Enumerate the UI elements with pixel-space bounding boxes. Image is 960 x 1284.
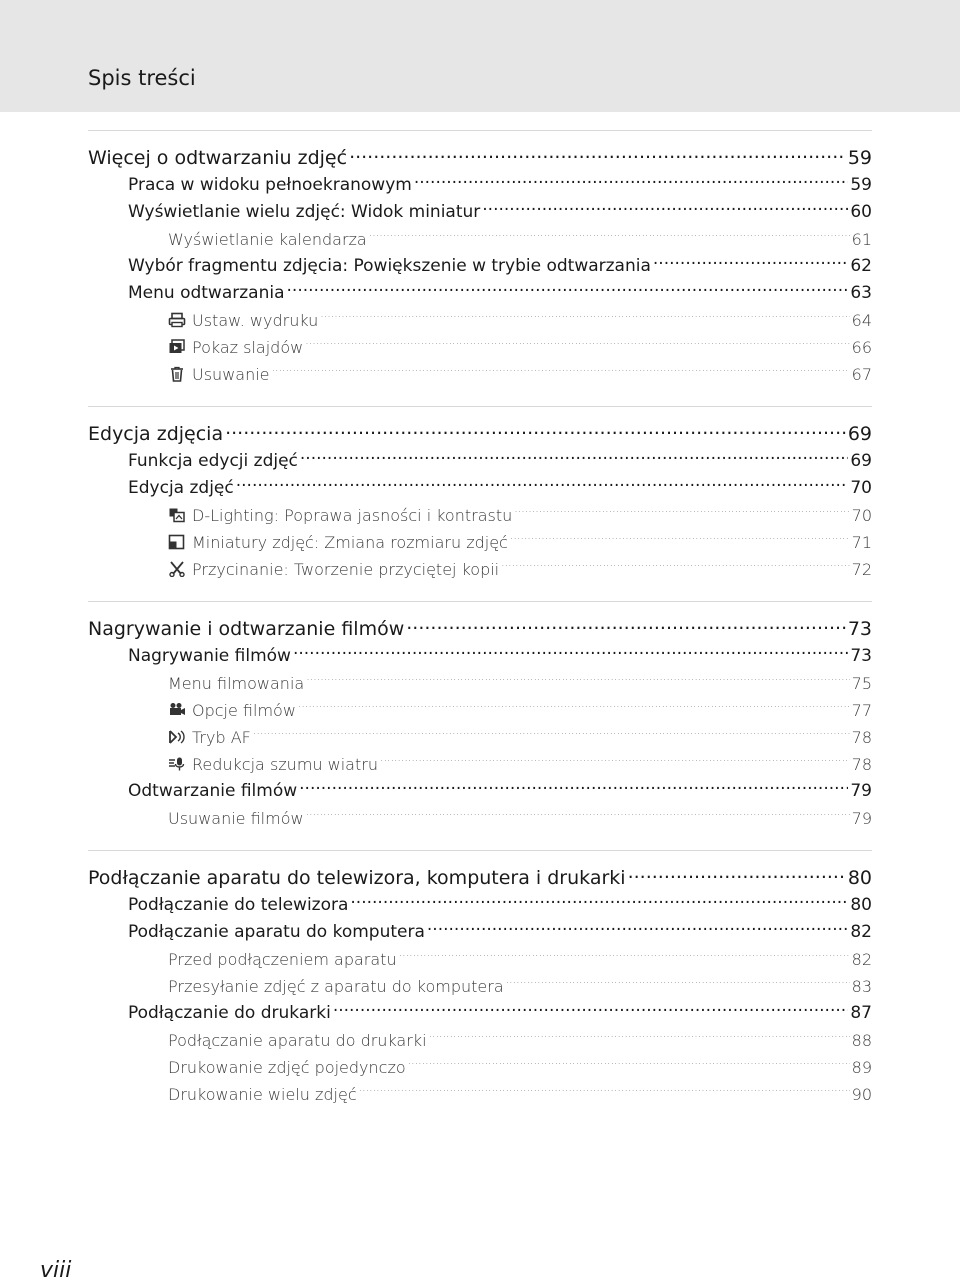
wind-noise-icon — [168, 756, 186, 772]
page-title: Spis treści — [88, 66, 196, 90]
dot-leader — [359, 1084, 850, 1100]
toc-entry-podlaczanie-do-telewizora[interactable] — [88, 892, 872, 919]
dot-leader — [225, 421, 846, 440]
entry-page-number: 69 — [850, 451, 872, 471]
entry-label — [168, 502, 512, 529]
entry-text: Więcej o odtwarzaniu zdjęć — [88, 147, 348, 169]
entry-page-number: 60 — [850, 202, 872, 222]
table-of-contents — [88, 130, 872, 1126]
entry-label — [168, 556, 499, 583]
toc-entry-menu-odtwarzania[interactable] — [88, 280, 872, 307]
dot-leader — [429, 1030, 850, 1046]
entry-label — [128, 778, 297, 805]
toc-entry-tryb-af[interactable] — [88, 724, 872, 751]
dot-leader — [298, 700, 850, 716]
entry-label — [88, 421, 223, 448]
entry-page-number: 89 — [851, 1058, 872, 1077]
entry-page-number: 77 — [851, 701, 872, 720]
d-lighting-icon — [168, 507, 186, 523]
entry-label — [168, 226, 367, 253]
dot-leader — [299, 779, 848, 796]
entry-label — [128, 280, 285, 307]
dot-leader — [510, 532, 850, 548]
entry-label — [88, 145, 347, 172]
toc-entry-usuwanie-filmow[interactable] — [88, 805, 872, 832]
toc-entry-drukowanie-zdjec-pojedynczo[interactable] — [88, 1054, 872, 1081]
entry-text: Podłączanie do drukarki — [128, 1003, 331, 1023]
entry-page-number: 66 — [851, 338, 872, 357]
small-picture-icon — [168, 534, 186, 550]
entry-text: Edycja zdjęcia — [88, 423, 224, 445]
entry-label — [128, 199, 480, 226]
entry-text: Przycinanie: Tworzenie przyciętej kopii — [192, 560, 500, 579]
toc-section — [88, 406, 872, 601]
toc-chapter-wiecej-o-odtwarzaniu-zdjec[interactable] — [88, 145, 872, 172]
entry-label — [128, 919, 425, 946]
entry-page-number: 70 — [850, 478, 872, 498]
entry-text: Usuwanie — [192, 365, 270, 384]
entry-page-number: 59 — [850, 175, 872, 195]
dot-leader — [349, 145, 846, 164]
slideshow-icon — [168, 339, 186, 355]
entry-text: Podłączanie aparatu do drukarki — [168, 1031, 427, 1050]
toc-entry-przycinanie-tworzenie-przycietej-kopii[interactable] — [88, 556, 872, 583]
dot-leader — [482, 200, 848, 217]
entry-text: Nagrywanie filmów — [128, 646, 291, 666]
entry-text: Wyświetlanie kalendarza — [168, 230, 367, 249]
entry-page-number: 88 — [851, 1031, 872, 1050]
toc-entry-podlaczanie-aparatu-do-komputera[interactable] — [88, 919, 872, 946]
entry-page-number: 59 — [847, 147, 872, 169]
entry-label — [168, 361, 270, 388]
entry-label — [168, 670, 304, 697]
entry-text: Drukowanie wielu zdjęć — [168, 1085, 357, 1104]
entry-text: Opcje filmów — [192, 701, 296, 720]
toc-chapter-edycja-zdjecia[interactable] — [88, 421, 872, 448]
trash-icon — [168, 366, 186, 382]
entry-page-number: 82 — [851, 950, 872, 969]
entry-text: Menu odtwarzania — [128, 283, 285, 303]
movie-icon — [168, 702, 186, 718]
dot-leader — [236, 476, 849, 493]
entry-page-number: 63 — [850, 283, 872, 303]
entry-label — [128, 892, 348, 919]
toc-entry-drukowanie-wielu-zdjec[interactable] — [88, 1081, 872, 1108]
entry-page-number: 90 — [851, 1085, 872, 1104]
toc-entry-nagrywanie-filmow[interactable] — [88, 643, 872, 670]
entry-label — [128, 1000, 331, 1027]
entry-page-number: 62 — [850, 256, 872, 276]
entry-text: Nagrywanie i odtwarzanie filmów — [88, 618, 405, 640]
toc-entry-miniatury-zdjec-zmiana-rozmiaru-zdjec[interactable] — [88, 529, 872, 556]
toc-entry-przesylanie-zdjec-z-aparatu-do-komputera[interactable] — [88, 973, 872, 1000]
entry-text: Praca w widoku pełnoekranowym — [128, 175, 412, 195]
toc-entry-wyswietlanie-kalendarza[interactable] — [88, 226, 872, 253]
entry-text: Przed podłączeniem aparatu — [168, 950, 397, 969]
print-icon — [168, 312, 186, 328]
toc-chapter-nagrywanie-i-odtwarzanie-filmow[interactable] — [88, 616, 872, 643]
toc-entry-edycja-zdjec[interactable] — [88, 475, 872, 502]
dot-leader — [306, 808, 850, 824]
toc-chapter-podlaczanie-aparatu-do-telewizora-komputera-i-drukarki[interactable] — [88, 865, 872, 892]
dot-leader — [293, 644, 848, 661]
entry-page-number: 78 — [851, 728, 872, 747]
entry-text: Usuwanie filmów — [168, 809, 304, 828]
entry-text: Wybór fragmentu zdjęcia: Powiększenie w trybie odtwarzania — [128, 256, 651, 276]
entry-label — [88, 616, 404, 643]
entry-text: Pokaz slajdów — [192, 338, 304, 357]
toc-entry-redukcja-szumu-wiatru[interactable] — [88, 751, 872, 778]
entry-text: Podłączanie aparatu do telewizora, komputera i drukarki — [88, 867, 626, 889]
entry-text: Podłączanie do telewizora — [128, 895, 349, 915]
toc-entry-menu-filmowania[interactable] — [88, 670, 872, 697]
dot-leader — [300, 449, 848, 466]
entry-text: Menu filmowania — [168, 674, 305, 693]
header-band — [0, 0, 960, 112]
entry-label — [168, 307, 318, 334]
toc-entry-wybor-fragmentu-zdjecia-powiekszenie-w-trybie-odtwarzania[interactable] — [88, 253, 872, 280]
entry-text: Ustaw. wydruku — [192, 311, 319, 330]
entry-page-number: 75 — [851, 674, 872, 693]
dot-leader — [427, 920, 848, 937]
dot-leader — [320, 310, 849, 326]
dot-leader — [406, 616, 846, 635]
entry-text: Miniatury zdjęć: Zmiana rozmiaru zdjęć — [192, 533, 508, 552]
entry-text: Przesyłanie zdjęć z aparatu do komputera — [168, 977, 504, 996]
entry-text: Drukowanie zdjęć pojedynczo — [168, 1058, 406, 1077]
toc-entry-praca-w-widoku-pelnoekranowym[interactable] — [88, 172, 872, 199]
entry-text: Edycja zdjęć — [128, 478, 234, 498]
entry-label — [88, 865, 626, 892]
toc-entry-d-lighting-poprawa-jasnosci-i-kontrastu[interactable] — [88, 502, 872, 529]
entry-page-number: 73 — [850, 646, 872, 666]
entry-text: D-Lighting: Poprawa jasności i kontrastu — [192, 506, 513, 525]
entry-page-number: 87 — [850, 1003, 872, 1023]
toc-section — [88, 850, 872, 1126]
entry-page-number: 61 — [851, 230, 872, 249]
dot-leader — [287, 281, 849, 298]
dot-leader — [369, 229, 850, 245]
entry-label — [128, 475, 234, 502]
toc-entry-podlaczanie-aparatu-do-drukarki[interactable] — [88, 1027, 872, 1054]
toc-entry-odtwarzanie-filmow[interactable] — [88, 778, 872, 805]
entry-label — [128, 253, 651, 280]
entry-page-number: 72 — [851, 560, 872, 579]
entry-label — [168, 946, 397, 973]
entry-label — [168, 973, 504, 1000]
dot-leader — [333, 1001, 849, 1018]
dot-leader — [506, 976, 850, 992]
page-number: viii — [40, 1258, 72, 1283]
toc-section — [88, 601, 872, 850]
dot-leader — [408, 1057, 850, 1073]
entry-text: Tryb AF — [192, 728, 251, 747]
dot-leader — [501, 559, 850, 575]
entry-label — [168, 1027, 427, 1054]
entry-label — [168, 751, 378, 778]
entry-page-number: 64 — [851, 311, 872, 330]
entry-page-number: 71 — [851, 533, 872, 552]
entry-page-number: 80 — [847, 867, 872, 889]
toc-entry-funkcja-edycji-zdjec[interactable] — [88, 448, 872, 475]
entry-page-number: 78 — [851, 755, 872, 774]
dot-leader — [514, 505, 849, 521]
dot-leader — [272, 364, 850, 380]
entry-page-number: 67 — [851, 365, 872, 384]
toc-entry-podlaczanie-do-drukarki[interactable] — [88, 1000, 872, 1027]
dot-leader — [253, 727, 850, 743]
entry-label — [168, 1054, 406, 1081]
entry-label — [168, 724, 251, 751]
entry-label — [128, 643, 291, 670]
toc-entry-opcje-filmow[interactable] — [88, 697, 872, 724]
entry-label — [168, 1081, 357, 1108]
entry-label — [168, 529, 508, 556]
dot-leader — [305, 337, 849, 353]
entry-text: Wyświetlanie wielu zdjęć: Widok miniatur — [128, 202, 481, 222]
entry-label — [128, 448, 298, 475]
dot-leader — [414, 173, 849, 190]
toc-entry-ustaw-wydruku[interactable] — [88, 307, 872, 334]
entry-page-number: 79 — [850, 781, 872, 801]
entry-page-number: 73 — [847, 618, 872, 640]
dot-leader — [306, 673, 849, 689]
entry-page-number: 82 — [850, 922, 872, 942]
entry-text: Funkcja edycji zdjęć — [128, 451, 298, 471]
entry-page-number: 69 — [847, 423, 872, 445]
toc-entry-wyswietlanie-wielu-zdjec-widok-miniatur[interactable] — [88, 199, 872, 226]
entry-page-number: 80 — [850, 895, 872, 915]
toc-entry-przed-podlaczeniem-aparatu[interactable] — [88, 946, 872, 973]
dot-leader — [350, 893, 848, 910]
entry-page-number: 79 — [851, 809, 872, 828]
crop-icon — [168, 561, 186, 577]
entry-label — [168, 334, 303, 361]
dot-leader — [399, 949, 850, 965]
entry-text: Odtwarzanie filmów — [128, 781, 298, 801]
entry-text: Podłączanie aparatu do komputera — [128, 922, 425, 942]
dot-leader — [380, 754, 850, 770]
entry-label — [128, 172, 412, 199]
entry-page-number: 70 — [851, 506, 872, 525]
entry-label — [168, 697, 296, 724]
af-mode-icon — [168, 729, 186, 745]
toc-section — [88, 130, 872, 406]
entry-label — [168, 805, 304, 832]
toc-entry-pokaz-slajdow[interactable] — [88, 334, 872, 361]
entry-text: Redukcja szumu wiatru — [192, 755, 378, 774]
entry-page-number: 83 — [851, 977, 872, 996]
dot-leader — [628, 865, 846, 884]
dot-leader — [653, 254, 848, 271]
toc-entry-usuwanie[interactable] — [88, 361, 872, 388]
